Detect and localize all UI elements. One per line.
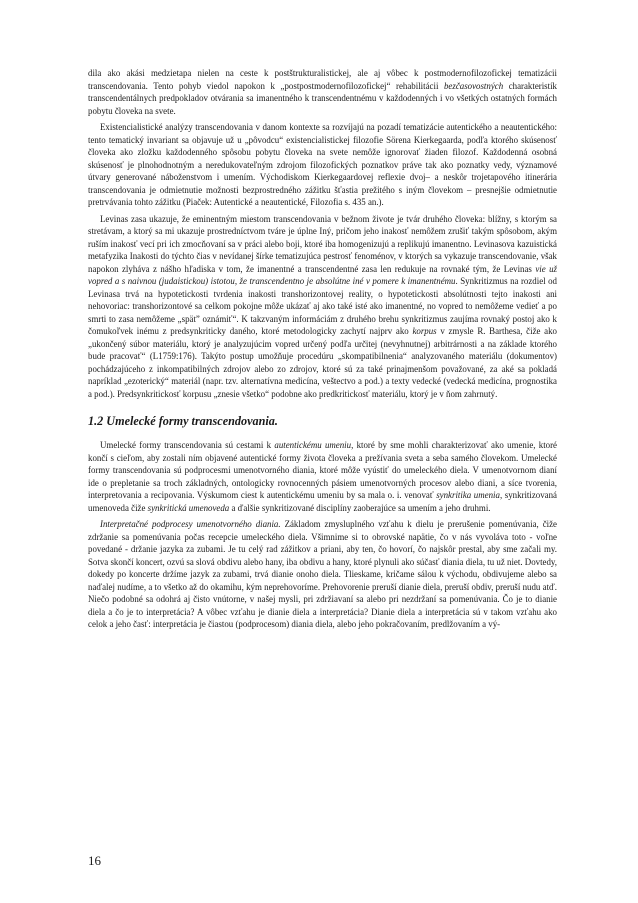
paragraph-existentialism: Existencialistické analýzy transcendovania v danom kontexte sa rozvíjajú na pozadí tematizácie autentického a neautentického: tento tematický invariant sa objavuje už u „pôvodcu“ existencialistickej filozofie Sörena Kierkegaarda, podľa ktorého skúsenosť človeka ako zložku každodenného spôsobu pobytu človeka na svete nemôže ignorovať žiaden filozof. Každodenná osobná skúsenosť je plnohodnotným a neredukovateľným zdrojom filozofických poznatkov práve tak ako poznatky vedy, významové útvary generované náboženstvom i umením. Východiskom Kierkegaardovej reflexie dvoj– a neskôr trojetapového itinerária transcendovania je odmietnutie možnosti bezprostredného zážitku šťastia prežitého s iným človekom – presnejšie odmietnutie pretrvávania tohto zážitku (Piaček: Autentické a neautentické, Filozofia s. 435 an.). bbox=[88, 122, 557, 207]
paragraph-continuation: dila ako akási medzietapa nielen na ceste k postštrukturalistickej, ale aj vôbec k postmodernofilozofickej tematizácii transcendovania. Tento pohyb viedol napokon k „postpostmodernofilozofickej“ rehabilitácii bezčasovostných charakteristík transcendentálnych predpokladov otvárania sa imanentného k transcendentnému v každodenných i vo všetkých ostatných formách pobytu človeka na svete. bbox=[88, 68, 557, 116]
paragraph-artistic-forms: Umelecké formy transcendovania sú cestami k autentickému umeniu, ktoré by sme mohli charakterizovať ako umenie, ktoré končí s cieľom, aby zostali ním objavené autentické formy života človeka a prežívania sveta a seba samého človekom. Umelecké formy transcendovania sú podprocesmi umenotvorného diania, ktoré môže vyústiť do umeleckého diela. V umenotvornom dianí ide o prepletanie sa troch základných, ontologicky rovnocenných pásiem umenotvorných procesov alebo diani, a síce tvorenia, interpretovania a recipovania. Výskumom ciest k autentickému umeniu by sa mala o. i. venovať synkritika umenia, synkritizovaná umenoveda čiže synkritická umenoveda a ďalšie synkritizované disciplíny zaoberajúce sa umením a jeho druhmi. bbox=[88, 440, 557, 513]
italic-text: synkritika umenia bbox=[436, 490, 500, 500]
italic-text: synkritická umenoveda bbox=[147, 502, 230, 513]
page-number: 16 bbox=[88, 853, 101, 868]
section-heading: 1.2 Umelecké formy transcendovania. bbox=[88, 414, 278, 428]
italic-text: autentickému umeniu bbox=[274, 440, 352, 450]
italic-text: Interpretačné podprocesy umenotvorného diania. bbox=[100, 519, 281, 529]
italic-text: korpus bbox=[412, 326, 437, 336]
italic-text: bezčasovostných bbox=[443, 80, 504, 91]
page-body bbox=[88, 67, 557, 631]
italic-text: vie už vopred a s naivnou (judaistickou) istotou, že transcendentno je absolútne iné v pomere k imanentnému bbox=[88, 263, 557, 286]
paragraph-levinas: Levinas zasa ukazuje, že eminentným miestom transcendovania v bežnom živote je tvár druhého človeka: blížny, s ktorým sa stretávam, a ktorý sa mi ukazuje prostredníctvom tváre je úplne Iný, pričom jeho inakosť nemôžem zrušiť takým spôsobom, akým ruším inakosť vecí pri ich zmocňovaní sa v práci alebo boji, ktoré iba homogenizujú a replikujú imanentno. Levinasova kazuistická metafyzika Inakosti do týchto čias v nevídanej šírke tematizujúca pestrosť fenoménov, v ktorých sa vykazuje transcendovanie, však napokon zlyháva z nášho hľadiska v tom, že imanentné a transcendentné zasa len redukuje na rovnaké tým, že Levinas vie už vopred a s naivnou (judaistickou) istotou, že transcendentno je absolútne iné v pomere k imanentnému. Synkritizmus na rozdiel od Levinasa trvá na hypotetickosti tvrdenia inakosti transhorizontovej reality, o hypotetickosti absolútnosti tejto inakosti ani nehovoriac: transhorizontové sa celkom pokojne môže ukázať aj ako také isté ako imanentné, no vopred to nemôžeme vedieť a po smrti to zasa nemôžeme „spätˮ oznámiť“. K takzvaným informáciám z druhého brehu synkritizmus zaujíma rovnaký postoj ako k čomukoľvek inému z predsynkriticky daného, ktoré metodologicky zachytí najprv ako korpus v zmysle R. Barthesa, čiže ako „ukončený súbor materiálu, ktorý je analyzujúcim vopred určený podľa určitej (nevyhnutnej) arbitrárnosti a na základe ktorého bude pracovať“ (L1759:176). Takýto postup umožňuje procedúru „skompatibilnenia“ analyzovaného materiálu (dokumentov) pochádzajúceho z inkompatibilných zdrojov alebo zo zdrojov, ktoré sú za také prinajmenšom považované, za aké sa pokladá napríklad „ezoterický“ materiál (napr. tzv. alternatívna medicína, veštectvo a pod.) a texty vedecké (vedecká medicína, prognostika a pod.). Predsynkritickosť korpusu „znesie všetko“ podobne ako predkritickosť materiálu, ktorý je v ňom zahrnutý. bbox=[88, 213, 557, 399]
paragraph-interpretation: Interpretačné podprocesy umenotvorného diania. Základom zmysluplného vzťahu k dielu je prerušenie pomenúvania, čiže zdržanie sa pomenúvania počas recepcie umeleckého diela. Všimnime si to obrovské napätie, čo v nás vyvoláva toto - voľne povedané - držanie jazyka za zubami. Je tu celý rad zážitkov a priani, aby ten, čo hovorí, čo najskôr prestal, aby sme začali my. Sotva skončí koncert, ozvú sa slová obdivu alebo hany, iba obdivu a hany, ktoré plynuli ako súčasť diania diela, tu už niet. Dovtedy, dokedy po koncerte držíme jazyk za zubami, trvá dianie onoho diela. Tlieskame, kričame sálou k východu, obdivujeme alebo sa naďalej nudíme, a to všetko až do okamihu, kým neprehovoríme. Prehovorenie preruší dianie diela, preruší obdiv, preruší nudu atď. Niečo podobné sa odohrá aj čisto vnútorne, v našej mysli, pri zdržiavaní sa alebo pri nezdržaní sa pomenúvania. Čo je to dianie diela a čo je to interpretácia? A vôbec vzťahu je dianie diela a interpretácia? Dianie diela a interpretácia sú v takom vzťahu ako celok a jeho časť: interpretácia je čiastou (podprocesom) diania diela, alebo jeho pokračovaním, predlžovaním a vý- bbox=[88, 519, 557, 629]
